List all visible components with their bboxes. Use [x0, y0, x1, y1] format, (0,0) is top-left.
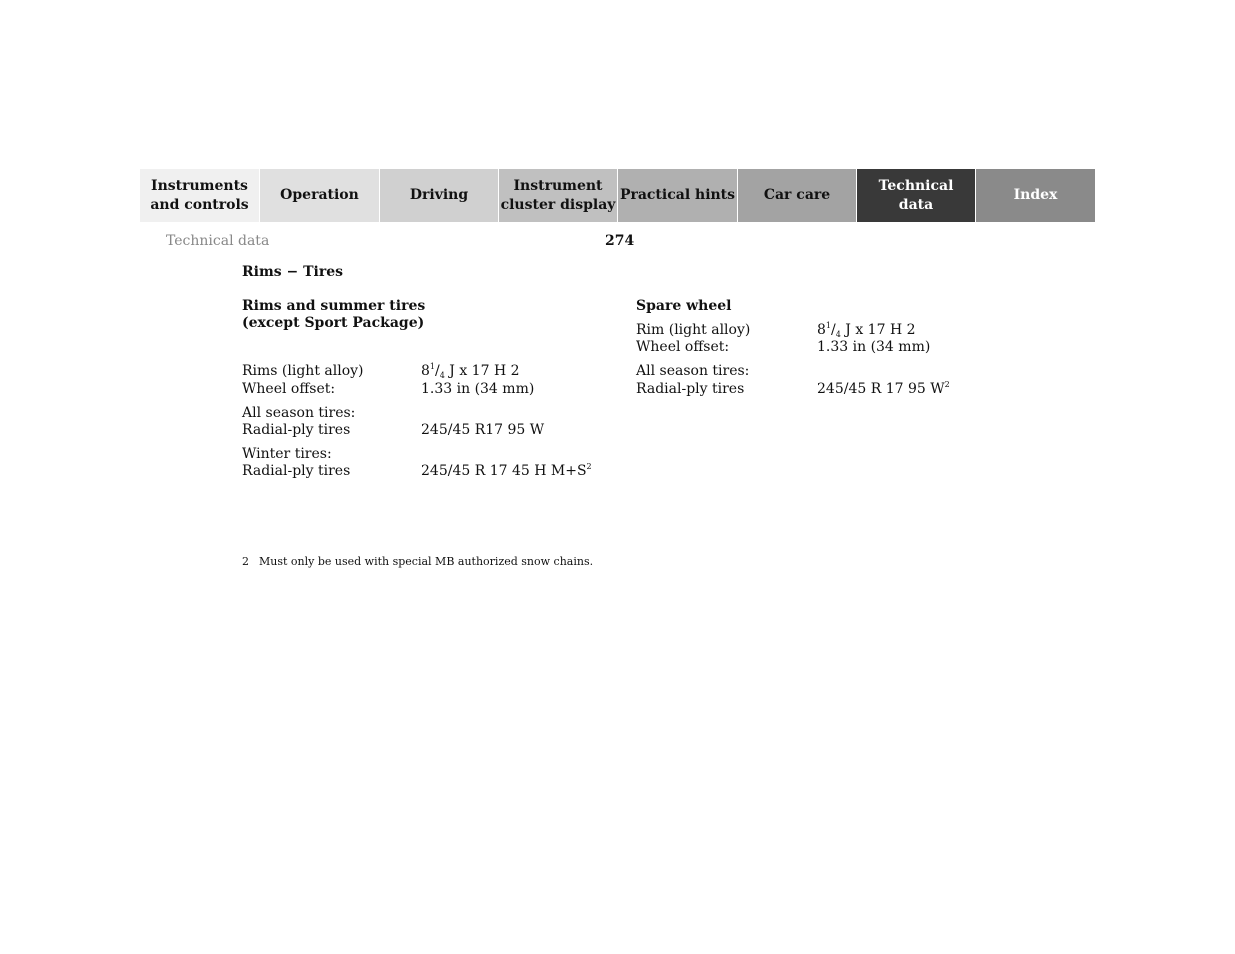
- tab-technical-data[interactable]: Technical data: [857, 169, 976, 222]
- footnote-number: 2: [242, 555, 249, 568]
- spare-all-season-value: 245/45 R 17 95 $W^2$: [817, 380, 950, 397]
- rims-value: $8^1/_4$ J x 17 H 2: [421, 362, 520, 380]
- footnote-text: Must only be used with special MB authorized snow chains.: [259, 555, 594, 568]
- chapter-navigation-bar: [140, 169, 1095, 222]
- winter-tires-value: 245/45 R 17 45 H $M+S^2$: [421, 462, 592, 479]
- tab-index[interactable]: Index: [976, 169, 1095, 222]
- section-label: Technical data: [166, 233, 270, 249]
- tab-operation[interactable]: Operation: [260, 169, 380, 222]
- summer-tires-heading: Rims and summer tires (except Sport Package): [242, 298, 426, 331]
- tab-practical-hints[interactable]: Practical hints: [618, 169, 738, 222]
- spare-rim-label: Rim (light alloy): [636, 322, 751, 338]
- rims-label: Rims (light alloy): [242, 363, 364, 379]
- all-season-value: 245/45 R17 95 W: [421, 422, 545, 438]
- wheel-offset-label: Wheel offset:: [242, 381, 336, 397]
- page-number: 274: [605, 233, 635, 249]
- all-season-type: Radial-ply tires: [242, 422, 351, 438]
- winter-tires-type: Radial-ply tires: [242, 463, 351, 479]
- spare-offset-value: 1.33 in (34 mm): [817, 339, 931, 355]
- tab-car-care[interactable]: Car care: [738, 169, 857, 222]
- footnote: [242, 555, 593, 568]
- spare-rim-value: $8^1/_4$ J x 17 H 2: [817, 321, 916, 339]
- footnote-marker: 2: [586, 462, 592, 471]
- spare-all-season-type: Radial-ply tires: [636, 381, 745, 397]
- spare-wheel-heading: Spare wheel: [636, 298, 732, 314]
- winter-tires-label: Winter tires:: [242, 446, 332, 462]
- wheel-offset-value: 1.33 in (34 mm): [421, 381, 535, 397]
- tab-instrument-cluster-display[interactable]: Instrument cluster display: [499, 169, 618, 222]
- tab-instruments-and-controls[interactable]: Instruments and controls: [140, 169, 260, 222]
- spare-all-season-label: All season tires:: [636, 363, 750, 379]
- spare-offset-label: Wheel offset:: [636, 339, 730, 355]
- page-title: Rims − Tires: [242, 264, 344, 280]
- footnote-marker: 2: [944, 380, 950, 389]
- all-season-label: All season tires:: [242, 405, 356, 421]
- tab-driving[interactable]: Driving: [380, 169, 499, 222]
